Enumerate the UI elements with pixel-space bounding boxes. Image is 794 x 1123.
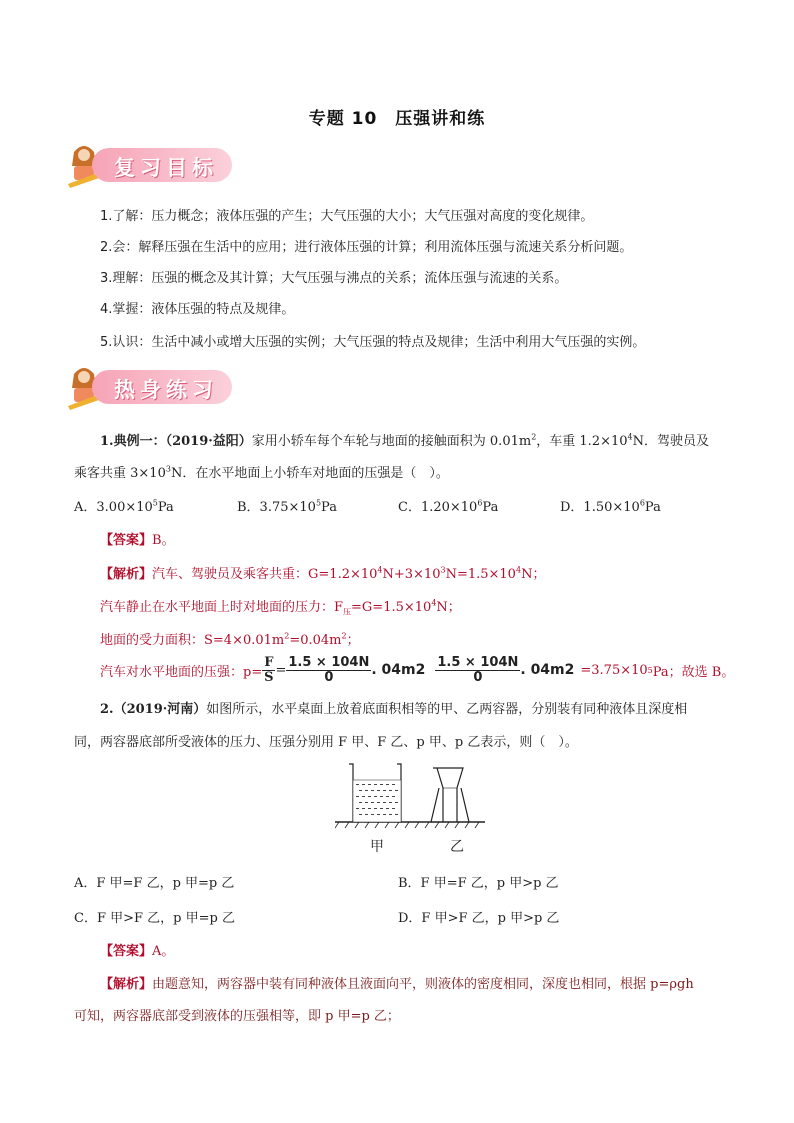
q2-analysis-1: 【解析】由题意知，两容器中装有同种液体且液面向平，则液体的密度相同，深度也相同，根据 p=ρgh: [100, 977, 694, 992]
q2-option-b: B．F 甲=F 乙，p 甲>p 乙: [398, 876, 559, 891]
page-title: 专题 10 压强讲和练: [308, 109, 486, 129]
q2-option-a: A．F 甲=F 乙，p 甲=p 乙: [74, 876, 235, 891]
q2-answer: 【答案】A。: [100, 944, 175, 959]
objective-2: 2.会：解释压强在生活中的应用；进行液体压强的计算；利用流体压强与流速关系分析问题。: [100, 240, 633, 255]
q1-line2: 乘客共重 $3\times 10^3N$．在水平地面上小轿车对地面的压强是（ ）。: [74, 464, 449, 481]
q2-analysis-2: 可知，两容器底部受到液体的压强相等，即 p 甲=p 乙；: [74, 1009, 400, 1024]
q2-option-d: D．F 甲>F 乙，p 甲>p 乙: [398, 911, 560, 926]
q2-line1: 2.（2019·河南）如图所示，水平桌面上放着底面积相等的甲、乙两容器，分别装有同种液体且深度相: [100, 702, 688, 717]
q1-analysis-4: 汽车对水平地面的压强：p= $\frac{F}{S}$ = $\frac{1.5 \times 104N}{0}$ . 04m2 $\frac{1.5 \times 104N}{0}$ . 04m2 =3.75×10 5 Pa；故选 B。: [100, 654, 735, 685]
q1-option-c: C．$1.20\times 10^6Pa$: [398, 498, 499, 515]
q1-line1: 1.典例一：（2019·益阳）家用小轿车每个车轮与地面的接触面积为 $0.01m^2$，车重 $1.2\times 10^4N$．驾驶员及: [100, 432, 710, 449]
q1-analysis-1: 【解析】汽车、驾驶员及乘客共重：$G=1.2\times 10^4N+3\times 10^3N=1.5\times 10^4N$；: [100, 565, 546, 582]
q1-option-a: A．$3.00\times 10^5Pa$: [74, 498, 174, 515]
q1-option-b: B．$3.75\times 10^5Pa$: [237, 498, 337, 515]
warmup-label: 热身练习: [114, 378, 218, 402]
q2-line2: 同，两容器底部所受液体的压力、压强分别用 F 甲、F 乙、p 甲、p 乙表示，则（ ）。: [74, 735, 578, 750]
containers-figure: [335, 762, 495, 832]
fraction-1: $\frac{1.5 \times 104N}{0}$: [288, 654, 370, 685]
fraction-f-over-s: $\frac{F}{S}$: [264, 654, 274, 685]
review-goals-label: 复习目标: [114, 156, 218, 180]
q1-answer: 【答案】B。: [100, 533, 175, 548]
objective-3: 3.理解：压强的概念及其计算；大气压强与沸点的关系；流体压强与流速的关系。: [100, 271, 568, 286]
q1-analysis-3: 地面的受力面积：$S=4\times 0.01m^2=0.04m^2$；: [100, 631, 360, 648]
figure-label-jia: 甲: [370, 839, 384, 855]
q1-option-d: D．$1.50\times 10^6Pa$: [560, 498, 661, 515]
q1-analysis-2: 汽车静止在水平地面上时对地面的压力：$F_压=G=1.5\times 10^4N$；: [100, 598, 461, 617]
figure-label-yi: 乙: [450, 839, 464, 855]
objective-4: 4.掌握：液体压强的特点及规律。: [100, 302, 295, 317]
q2-option-c: C．F 甲>F 乙，p 甲=p 乙: [74, 911, 235, 926]
fraction-2: $\frac{1.5 \times 104N}{0}$: [437, 654, 519, 685]
review-goals-banner: [66, 142, 236, 186]
objective-5: 5.认识：生活中减小或增大压强的实例；大气压强的特点及规律；生活中利用大气压强的实例。: [100, 335, 646, 350]
warmup-banner: [66, 364, 236, 408]
objective-1: 1.了解：压力概念；液体压强的产生；大气压强的大小；大气压强对高度的变化规律。: [100, 209, 594, 224]
